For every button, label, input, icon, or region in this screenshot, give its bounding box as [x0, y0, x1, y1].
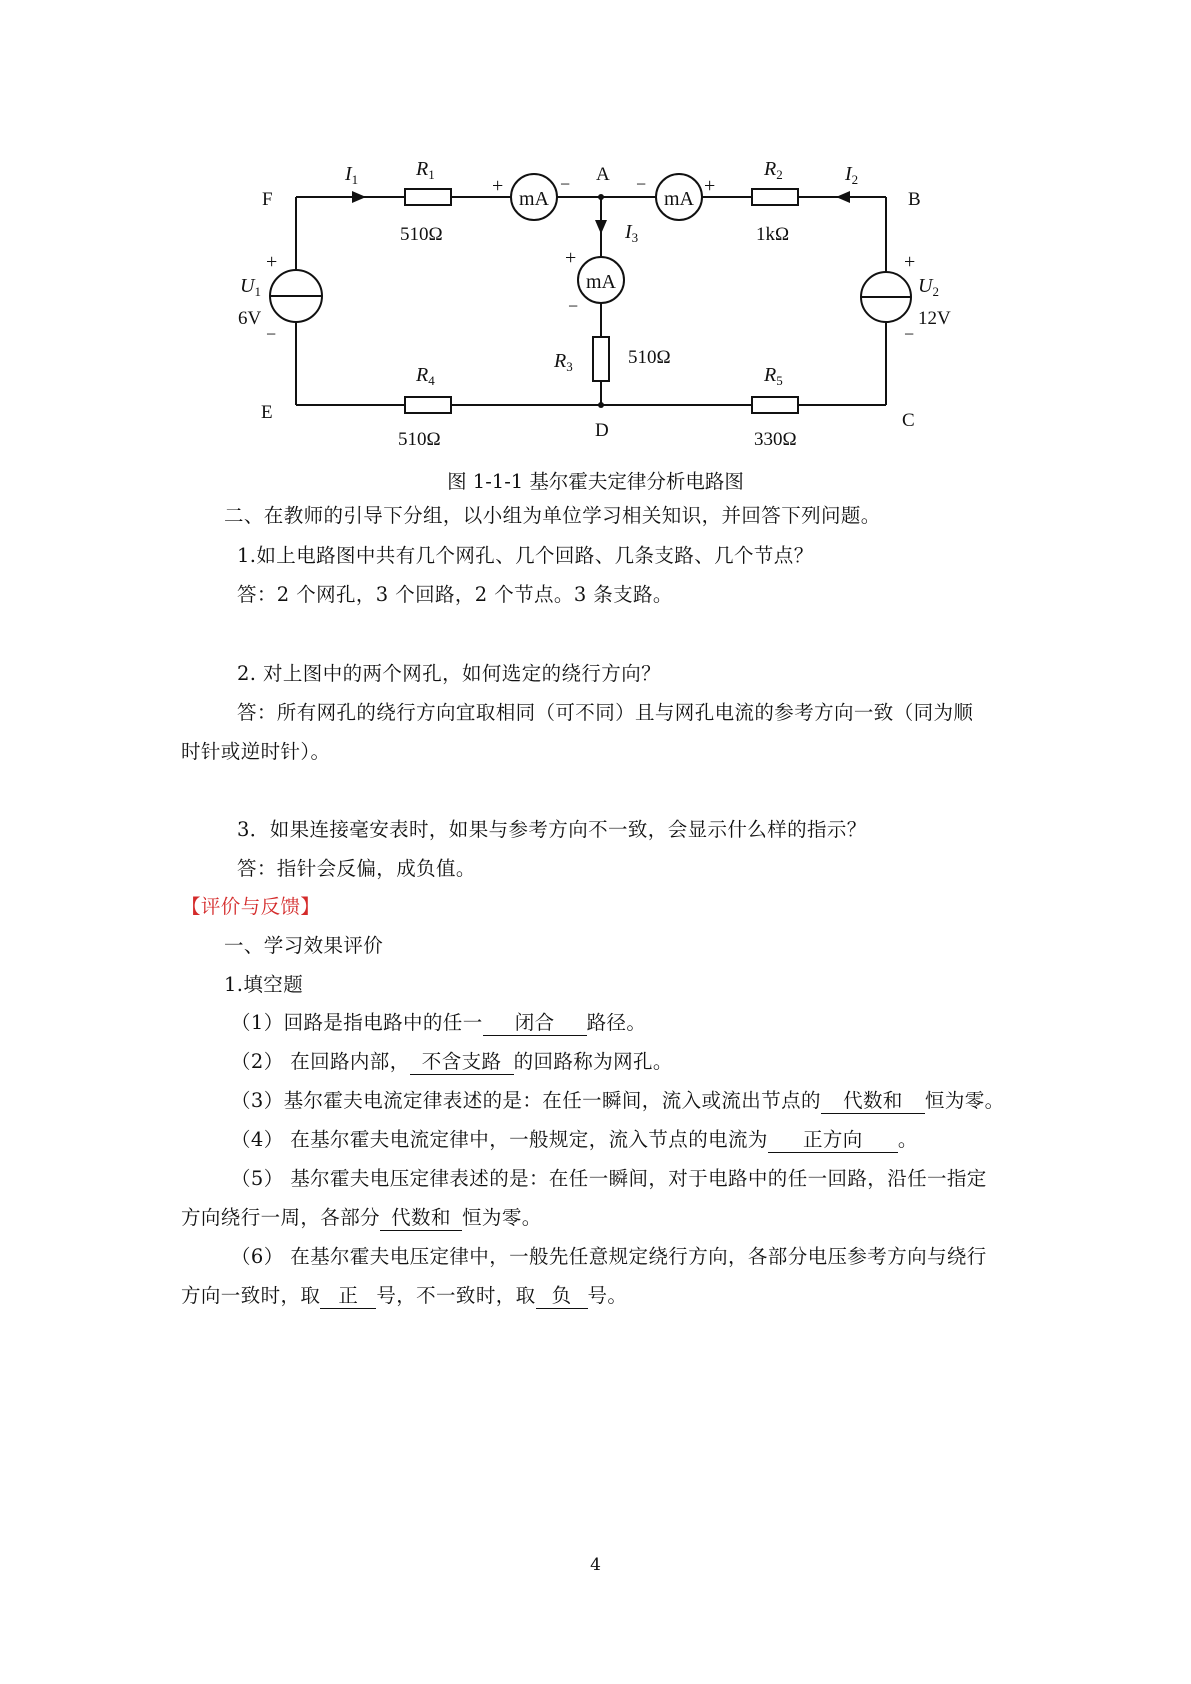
polarity-minus: −	[904, 324, 915, 344]
junction-d	[598, 402, 604, 408]
resistor-r5	[752, 397, 798, 413]
question-1: 1.如上电路图中共有几个网孔、几个回路、几条支路、几个节点？	[237, 544, 814, 567]
source-u1-value: 6V	[238, 308, 262, 329]
fill-answer: 代数和	[380, 1206, 462, 1231]
fill-item-1: （1）回路是指电路中的任一 闭合 路径。	[231, 1011, 647, 1034]
fill-item-5-line-2: 方向绕行一周，各部分 代数和 恒为零。	[181, 1206, 542, 1229]
resistor-r2-name: $R_2$	[764, 158, 783, 182]
polarity-minus: −	[568, 296, 579, 316]
fill-in-title: 1.填空题	[224, 973, 304, 996]
arrow-i2	[836, 191, 850, 203]
fill-item-2: （2） 在回路内部， 不含支路 的回路称为网孔。	[231, 1050, 673, 1073]
resistor-r1-name: $R_1$	[416, 158, 435, 182]
arrow-i1	[352, 191, 366, 203]
ammeter-middle-label: mA	[586, 271, 616, 293]
resistor-r3	[593, 337, 609, 381]
fill-answer: 正方向	[768, 1128, 898, 1153]
node-e: E	[261, 402, 273, 423]
fill-item-5-line-1: （5） 基尔霍夫电压定律表述的是：在任一瞬间，对于电路中的任一回路，沿任一指定	[231, 1167, 987, 1190]
resistor-r1	[405, 189, 451, 205]
resistor-r4-value: 510Ω	[398, 429, 441, 450]
ammeter-left-label: mA	[519, 188, 549, 210]
circuit-diagram	[0, 0, 1191, 460]
polarity-minus: −	[266, 324, 277, 344]
ammeter-right-label: mA	[664, 188, 694, 210]
polarity-plus: +	[266, 251, 278, 273]
source-u2-name: $U_2$	[918, 275, 939, 299]
node-a: A	[596, 164, 610, 185]
answer-3: 答：指针会反偏，成负值。	[237, 857, 476, 880]
node-d: D	[595, 420, 609, 441]
node-f: F	[262, 189, 273, 210]
arrow-i3	[595, 220, 607, 234]
question-2: 2. 对上图中的两个网孔，如何选定的绕行方向？	[237, 662, 662, 685]
node-b: B	[908, 189, 921, 210]
question-3: 3．如果连接毫安表时，如果与参考方向不一致，会显示什么样的指示？	[237, 818, 867, 841]
resistor-r3-name: $R_3$	[554, 350, 573, 374]
resistor-r2	[752, 189, 798, 205]
answer-2-line-1: 答：所有网孔的绕行方向宜取相同（可不同）且与网孔电流的参考方向一致（同为顺	[237, 701, 974, 724]
evaluation-heading: 【评价与反馈】	[181, 895, 321, 918]
resistor-r2-value: 1kΩ	[756, 224, 790, 245]
resistor-r4	[405, 397, 451, 413]
node-c: C	[902, 410, 915, 431]
current-i1-label: $I_1$	[345, 163, 359, 187]
fill-item-4: （4） 在基尔霍夫电流定律中，一般规定，流入节点的电流为 正方向 。	[231, 1128, 918, 1151]
resistor-r1-value: 510Ω	[400, 224, 443, 245]
fill-answer: 闭合	[483, 1011, 587, 1036]
resistor-r4-name: $R_4$	[416, 364, 435, 388]
junction-a	[598, 194, 604, 200]
polarity-plus: +	[704, 175, 716, 197]
resistor-r5-name: $R_5$	[764, 364, 783, 388]
figure-caption: 图 1-1-1 基尔霍夫定律分析电路图	[447, 470, 744, 493]
fill-answer: 负	[536, 1284, 588, 1309]
resistor-r3-value: 510Ω	[628, 347, 671, 368]
fill-item-6-line-2: 方向一致时，取 正 号，不一致时，取 负 号。	[181, 1284, 628, 1307]
current-i2-label: $I_2$	[845, 163, 859, 187]
polarity-plus: +	[492, 175, 504, 197]
fill-answer: 不含支路	[410, 1050, 514, 1075]
fill-item-3: （3）基尔霍夫电流定律表述的是：在任一瞬间，流入或流出节点的 代数和 恒为零。	[231, 1089, 1005, 1112]
fill-answer: 正	[320, 1284, 376, 1309]
polarity-plus: +	[904, 251, 916, 273]
answer-2-line-2: 时针或逆时针）。	[181, 740, 331, 763]
resistor-r5-value: 330Ω	[754, 429, 797, 450]
evaluation-subheading: 一、学习效果评价	[224, 934, 384, 957]
polarity-minus: −	[560, 174, 571, 194]
fill-item-6-line-1: （6） 在基尔霍夫电压定律中，一般先任意规定绕行方向，各部分电压参考方向与绕行	[231, 1245, 987, 1268]
answer-1: 答：2 个网孔，3 个回路，2 个节点。3 条支路。	[237, 583, 673, 606]
source-u2-value: 12V	[918, 308, 951, 329]
source-u1-name: $U_1$	[240, 275, 261, 299]
fill-answer: 代数和	[821, 1089, 925, 1114]
polarity-minus: −	[636, 174, 647, 194]
section-2-intro: 二、在教师的引导下分组，以小组为单位学习相关知识，并回答下列问题。	[224, 504, 881, 527]
current-i3-label: $I_3$	[625, 221, 639, 245]
polarity-plus: +	[565, 247, 577, 269]
page-number: 4	[590, 1555, 601, 1575]
